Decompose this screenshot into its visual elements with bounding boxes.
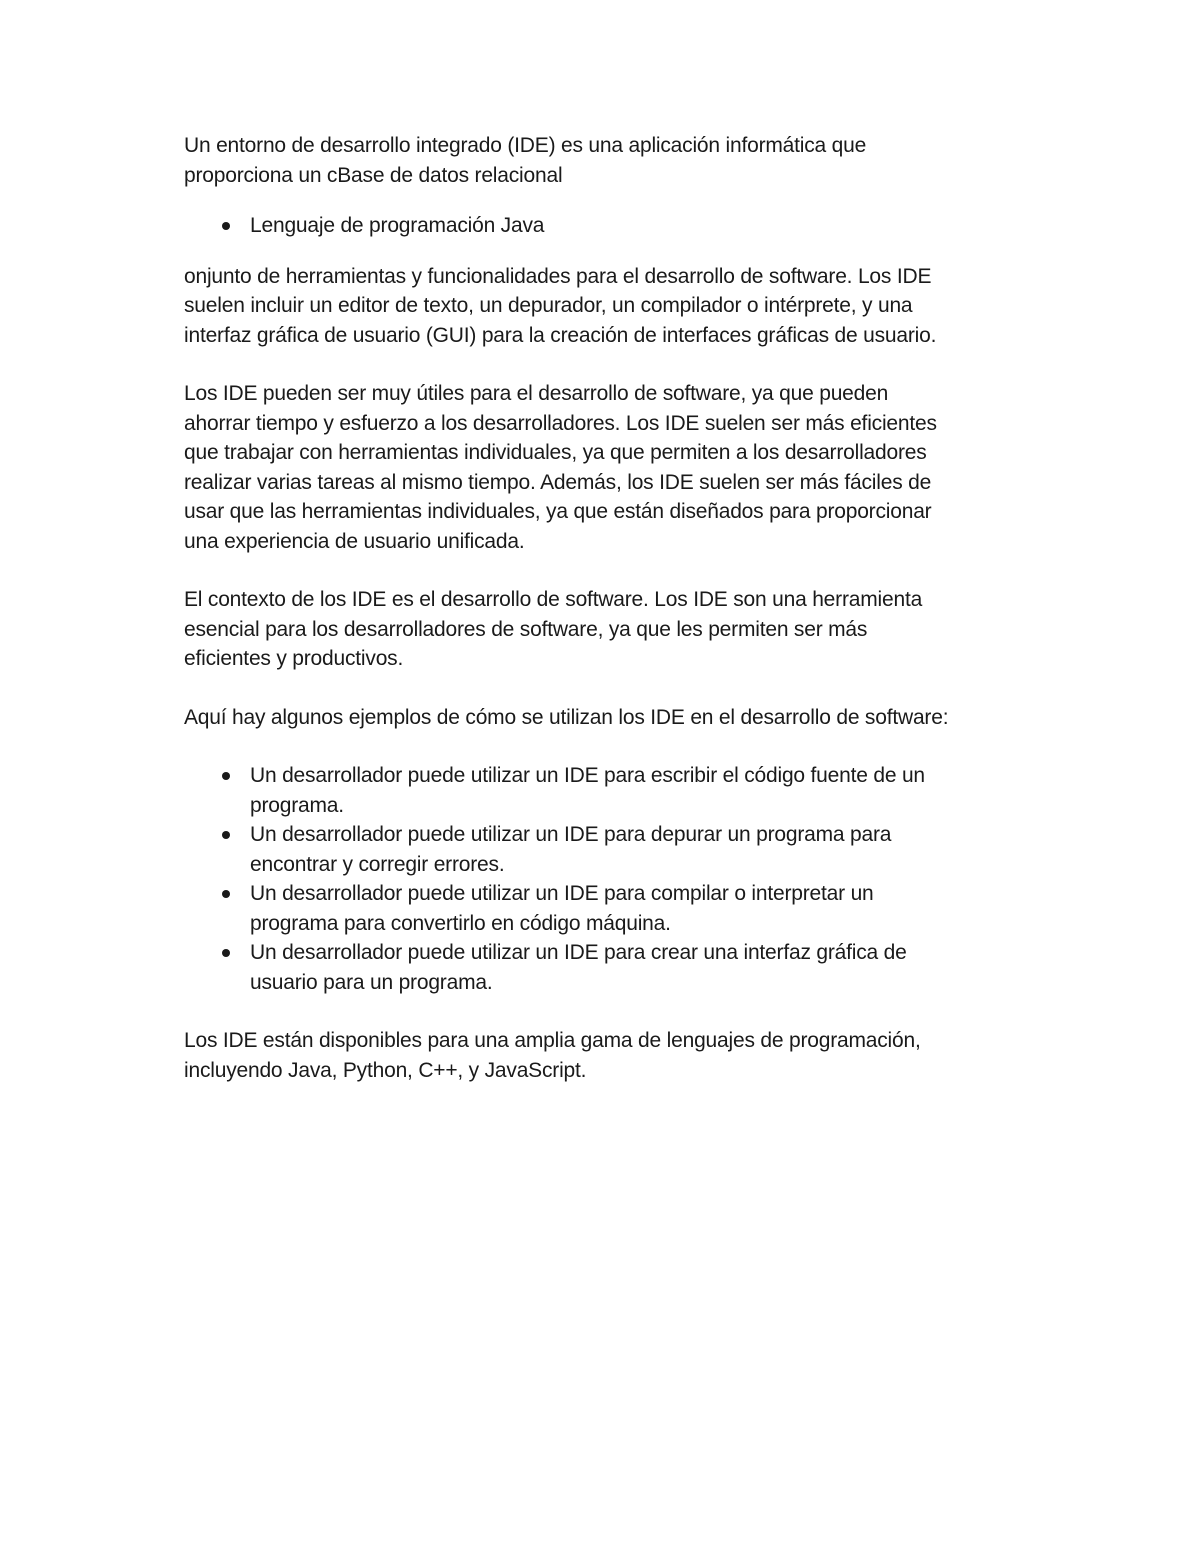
list-item-text: Un desarrollador puede utilizar un IDE para compilar o interpretar un programa para convertirlo en código máquina.: [250, 882, 874, 935]
body-paragraph: Los IDE pueden ser muy útiles para el desarrollo de software, ya que pueden ahorrar tiempo y esfuerzo a los desarrolladores. Los IDE suelen ser más eficientes que trabajar con herramientas individuales, ya que permiten a los desarrolladores realizar varias tareas al mismo tiempo. Además, los IDE suelen ser más fáciles de usar que las herramientas individuales, ya que están diseñados para proporcionar una experiencia de usuario unificada.: [184, 382, 937, 553]
bullet-icon: [222, 949, 230, 957]
closing-paragraph: Los IDE están disponibles para una amplia gama de lenguajes de programación, incluyendo Java, Python, C++, y JavaScript.: [184, 1029, 921, 1082]
list-item-text: Un desarrollador puede utilizar un IDE para escribir el código fuente de un programa.: [250, 764, 925, 817]
list-item: [184, 820, 954, 879]
bullet-icon: [222, 890, 230, 898]
list-item-text: Lenguaje de programación Java: [250, 214, 545, 237]
bullet-icon: [222, 831, 230, 839]
list-item-text: Un desarrollador puede utilizar un IDE para crear una interfaz gráfica de usuario para un programa.: [250, 941, 907, 994]
list-item: [184, 211, 954, 241]
language-list: [184, 211, 954, 241]
body-paragraph: El contexto de los IDE es el desarrollo de software. Los IDE son una herramienta esencial para los desarrolladores de software, ya que les permiten ser más eficientes y productivos.: [184, 588, 923, 670]
examples-list: [184, 761, 954, 997]
document-body: [184, 131, 954, 1085]
list-item: [184, 761, 954, 820]
bullet-icon: [222, 222, 230, 230]
list-item: [184, 938, 954, 997]
list-item-text: Un desarrollador puede utilizar un IDE para depurar un programa para encontrar y corregir errores.: [250, 823, 892, 876]
bullet-icon: [222, 772, 230, 780]
body-paragraph: onjunto de herramientas y funcionalidades para el desarrollo de software. Los IDE suelen incluir un editor de texto, un depurador, un compilador o intérprete, y una interfaz gráfica de usuario (GUI) para la creación de interfaces gráficas de usuario.: [184, 264, 937, 347]
intro-paragraph: Un entorno de desarrollo integrado (IDE) es una aplicación informática que proporciona un cBase de datos relacional: [184, 134, 867, 187]
list-item: [184, 879, 954, 938]
body-paragraph: Aquí hay algunos ejemplos de cómo se utilizan los IDE en el desarrollo de software:: [184, 705, 949, 729]
